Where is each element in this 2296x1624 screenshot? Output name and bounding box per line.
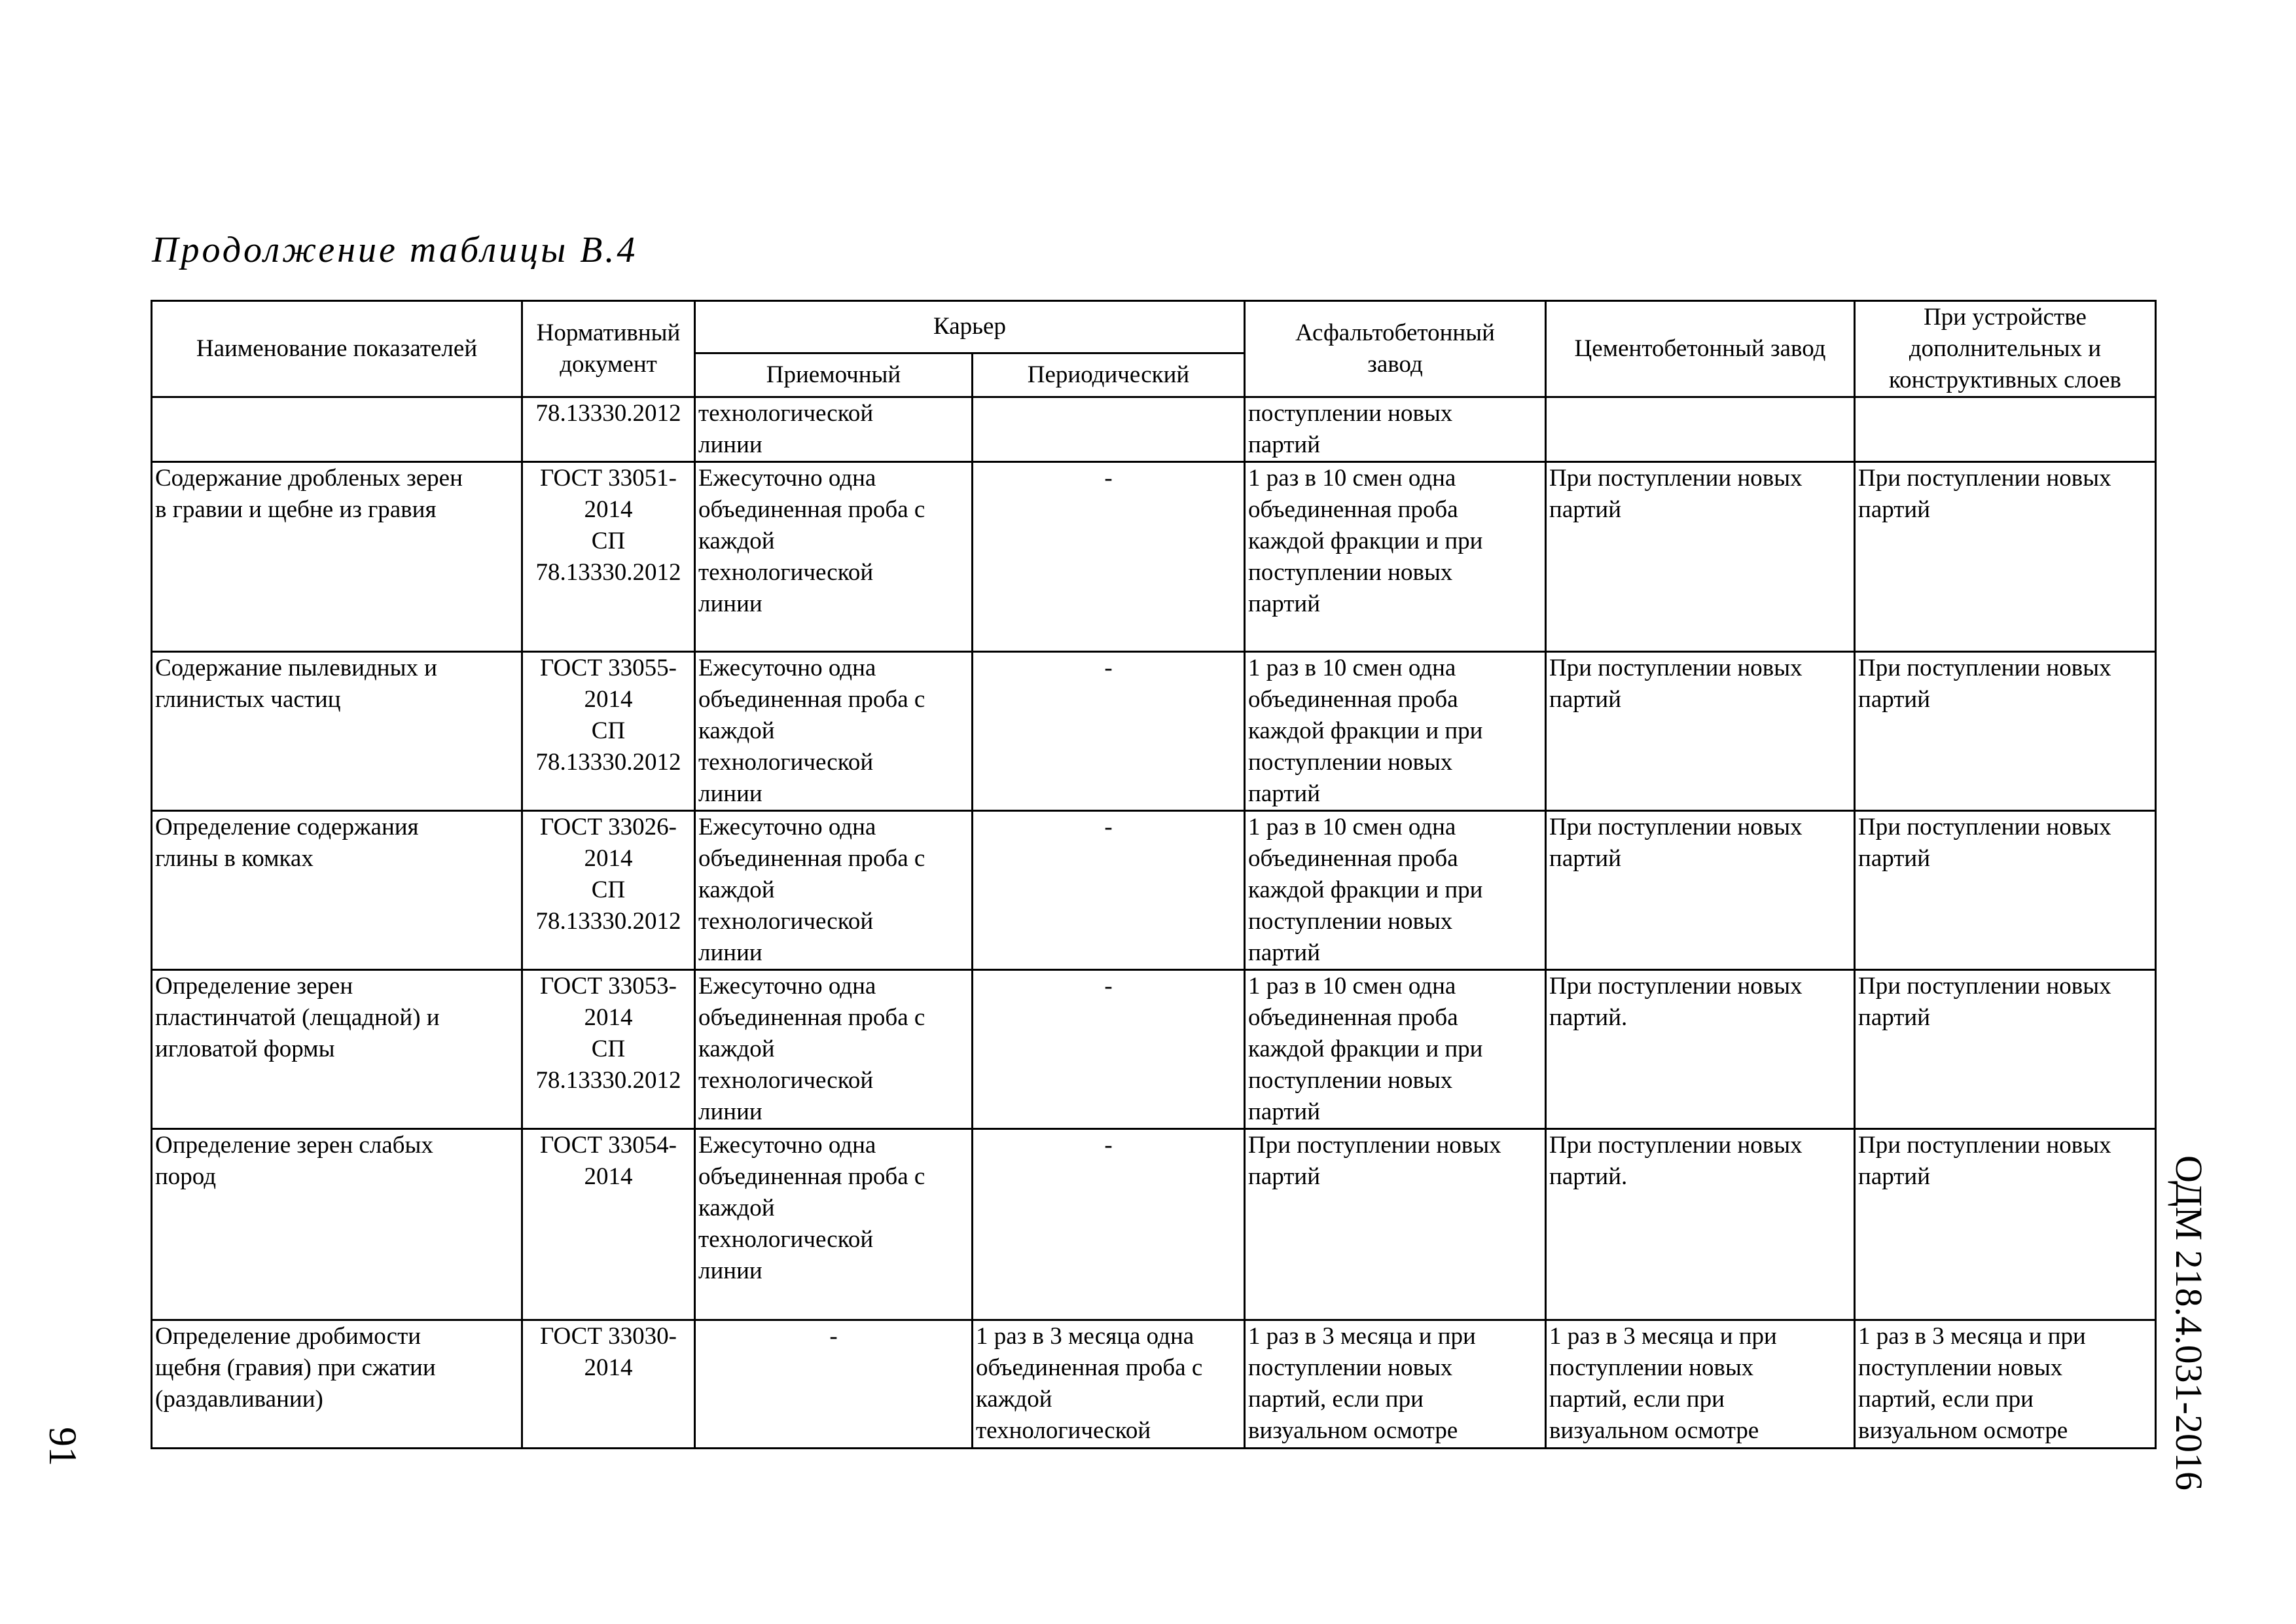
row-additional: При поступлении новых партий <box>1855 811 2156 970</box>
header-periodic: Периодический <box>973 353 1245 397</box>
row-name: Содержание пылевидных и глинистых частиц <box>152 652 522 811</box>
row-doc: ГОСТ 33054- 2014 <box>522 1129 695 1320</box>
row-doc: ГОСТ 33053- 2014 СП 78.13330.2012 <box>522 970 695 1129</box>
row-doc: ГОСТ 33051- 2014 СП 78.13330.2012 <box>522 462 695 652</box>
row-periodic: 1 раз в 3 месяца одна объединенная проба с каждой технологической <box>973 1320 1245 1449</box>
row-asphalt: 1 раз в 10 смен одна объединенная проба каждой фракции и при поступлении новых партий <box>1245 462 1546 652</box>
row-periodic: - <box>973 462 1245 652</box>
header-doc: Нормативный документ <box>522 301 695 397</box>
row-additional: При поступлении новых партий <box>1855 652 2156 811</box>
row-cement: При поступлении новых партий <box>1546 462 1855 652</box>
row-additional: 1 раз в 3 месяца и при поступлении новых партий, если при визуальном осмотре <box>1855 1320 2156 1449</box>
row-asphalt: 1 раз в 10 смен одна объединенная проба каждой фракции и при поступлении новых партий <box>1245 652 1546 811</box>
row-acceptance: технологической линии <box>695 397 973 462</box>
row-doc: ГОСТ 33030- 2014 <box>522 1320 695 1449</box>
row-cement: При поступлении новых партий. <box>1546 1129 1855 1320</box>
row-additional: При поступлении новых партий <box>1855 462 2156 652</box>
row-cement <box>1546 397 1855 462</box>
row-cement: При поступлении новых партий. <box>1546 970 1855 1129</box>
table-row <box>152 462 2156 652</box>
row-name: Содержание дробленых зерен в гравии и щебне из гравия <box>152 462 522 652</box>
row-acceptance: - <box>695 1320 973 1449</box>
row-periodic <box>973 397 1245 462</box>
row-asphalt: 1 раз в 3 месяца и при поступлении новых партий, если при визуальном осмотре <box>1245 1320 1546 1449</box>
header-name: Наименование показателей <box>152 301 522 397</box>
row-additional <box>1855 397 2156 462</box>
row-acceptance: Ежесуточно одна объединенная проба с каждой технологической линии <box>695 1129 973 1320</box>
table-row <box>152 397 2156 462</box>
document-id: ОДМ 218.4.031-2016 <box>2168 1155 2210 1490</box>
table-row <box>152 1320 2156 1449</box>
row-acceptance: Ежесуточно одна объединенная проба с каждой технологической линии <box>695 811 973 970</box>
row-name: Определение зерен слабых пород <box>152 1129 522 1320</box>
row-name <box>152 397 522 462</box>
header-additional: При устройстве дополнительных и конструктивных слоев <box>1855 301 2156 397</box>
row-acceptance: Ежесуточно одна объединенная проба с каждой технологической линии <box>695 652 973 811</box>
row-acceptance: Ежесуточно одна объединенная проба с каждой технологической линии <box>695 462 973 652</box>
table-caption: Продолжение таблицы В.4 <box>152 230 638 270</box>
row-asphalt: поступлении новых партий <box>1245 397 1546 462</box>
row-asphalt: 1 раз в 10 смен одна объединенная проба каждой фракции и при поступлении новых партий <box>1245 970 1546 1129</box>
row-cement: При поступлении новых партий <box>1546 652 1855 811</box>
row-name: Определение содержания глины в комках <box>152 811 522 970</box>
header-acceptance: Приемочный <box>695 353 973 397</box>
page-number: 91 <box>41 1427 84 1466</box>
row-name: Определение дробимости щебня (гравия) при сжатии (раздавливании) <box>152 1320 522 1449</box>
table-row <box>152 811 2156 970</box>
table-row <box>152 970 2156 1129</box>
data-table <box>151 300 2157 1449</box>
row-name: Определение зерен пластинчатой (лещадной) и игловатой формы <box>152 970 522 1129</box>
row-additional: При поступлении новых партий <box>1855 1129 2156 1320</box>
row-periodic: - <box>973 652 1245 811</box>
table-row <box>152 1129 2156 1320</box>
row-additional: При поступлении новых партий <box>1855 970 2156 1129</box>
row-doc: 78.13330.2012 <box>522 397 695 462</box>
row-doc: ГОСТ 33026- 2014 СП 78.13330.2012 <box>522 811 695 970</box>
row-periodic: - <box>973 1129 1245 1320</box>
row-doc: ГОСТ 33055- 2014 СП 78.13330.2012 <box>522 652 695 811</box>
table-row <box>152 652 2156 811</box>
row-periodic: - <box>973 811 1245 970</box>
row-cement: При поступлении новых партий <box>1546 811 1855 970</box>
header-cement: Цементобетонный завод <box>1546 301 1855 397</box>
header-quarry: Карьер <box>695 301 1245 353</box>
row-periodic: - <box>973 970 1245 1129</box>
row-asphalt: При поступлении новых партий <box>1245 1129 1546 1320</box>
row-cement: 1 раз в 3 месяца и при поступлении новых партий, если при визуальном осмотре <box>1546 1320 1855 1449</box>
header-asphalt: Асфальтобетонный завод <box>1245 301 1546 397</box>
row-asphalt: 1 раз в 10 смен одна объединенная проба каждой фракции и при поступлении новых партий <box>1245 811 1546 970</box>
row-acceptance: Ежесуточно одна объединенная проба с каждой технологической линии <box>695 970 973 1129</box>
